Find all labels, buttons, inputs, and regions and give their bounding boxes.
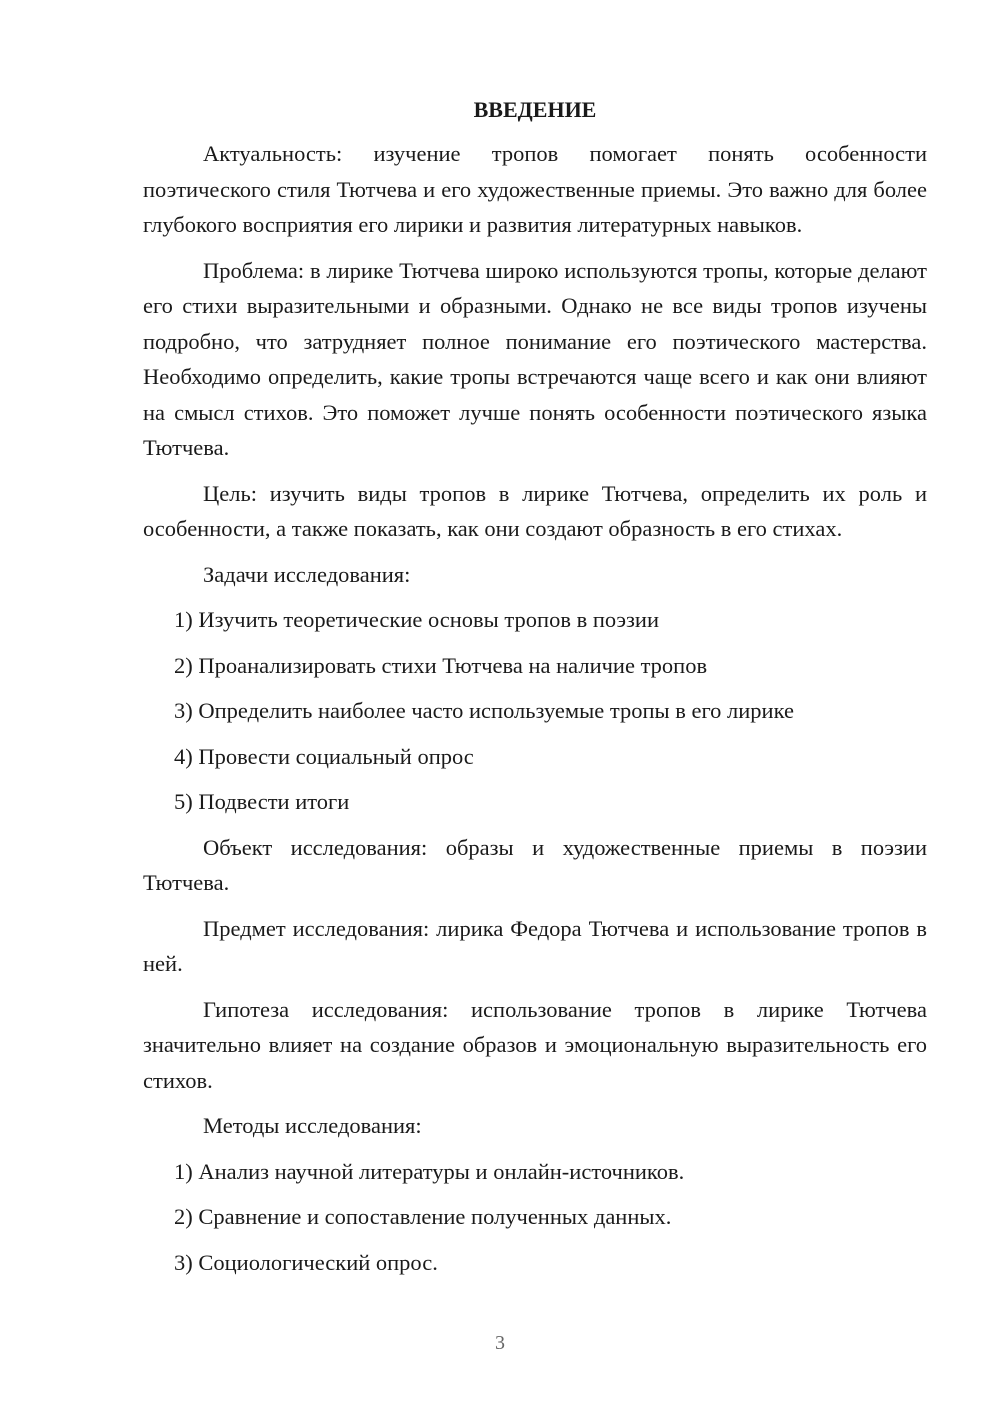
problem-paragraph: Проблема: в лирике Тютчева широко используются тропы, которые делают его стихи выразительными и образными. Однако не все виды тропов изучены подробно, что затрудняет полное понимание его поэтического мастерства. Необходимо определить, какие тропы встречаются чаще всего и как они влияют на смысл стихов. Это поможет лучше понять особенности поэтического языка Тютчева. xyxy=(143,257,927,460)
subject-paragraph: Предмет исследования: лирика Федора Тютчева и использование тропов в ней. xyxy=(143,915,927,976)
method-item-3: 3) Социологический опрос. xyxy=(174,1249,438,1275)
hypothesis-paragraph: Гипотеза исследования: использование тропов в лирике Тютчева значительно влияет на создание образов и эмоциональную выразительность его стихов. xyxy=(143,996,927,1093)
task-item-3: 3) Определить наиболее часто используемые тропы в его лирике xyxy=(174,698,794,723)
section-title: ВВЕДЕНИЕ xyxy=(473,97,597,122)
page-number: 3 xyxy=(495,1332,505,1354)
task-item-1: 1) Изучить теоретические основы тропов в поэзии xyxy=(174,607,660,632)
goal-paragraph: Цель: изучить виды тропов в лирике Тютчева, определить их роль и особенности, а также показать, как они создают образность в его стихах. xyxy=(143,480,927,541)
method-item-2: 2) Сравнение и сопоставление полученных данных. xyxy=(174,1204,672,1229)
document-page xyxy=(143,92,927,1280)
task-item-5: 5) Подвести итоги xyxy=(174,789,350,814)
tasks-heading: Задачи исследования: xyxy=(203,561,411,587)
task-item-4: 4) Провести социальный опрос xyxy=(174,743,474,769)
task-item-2: 2) Проанализировать стихи Тютчева на наличие тропов xyxy=(174,652,708,678)
methods-heading: Методы исследования: xyxy=(203,1113,422,1138)
method-item-1: 1) Анализ научной литературы и онлайн-источников. xyxy=(174,1158,685,1184)
object-paragraph: Объект исследования: образы и художественные приемы в поэзии Тютчева. xyxy=(143,834,927,895)
relevance-paragraph: Актуальность: изучение тропов помогает понять особенности поэтического стиля Тютчева и его художественные приемы. Это важно для более глубокого восприятия его лирики и развития литературных навыков. xyxy=(143,141,927,237)
